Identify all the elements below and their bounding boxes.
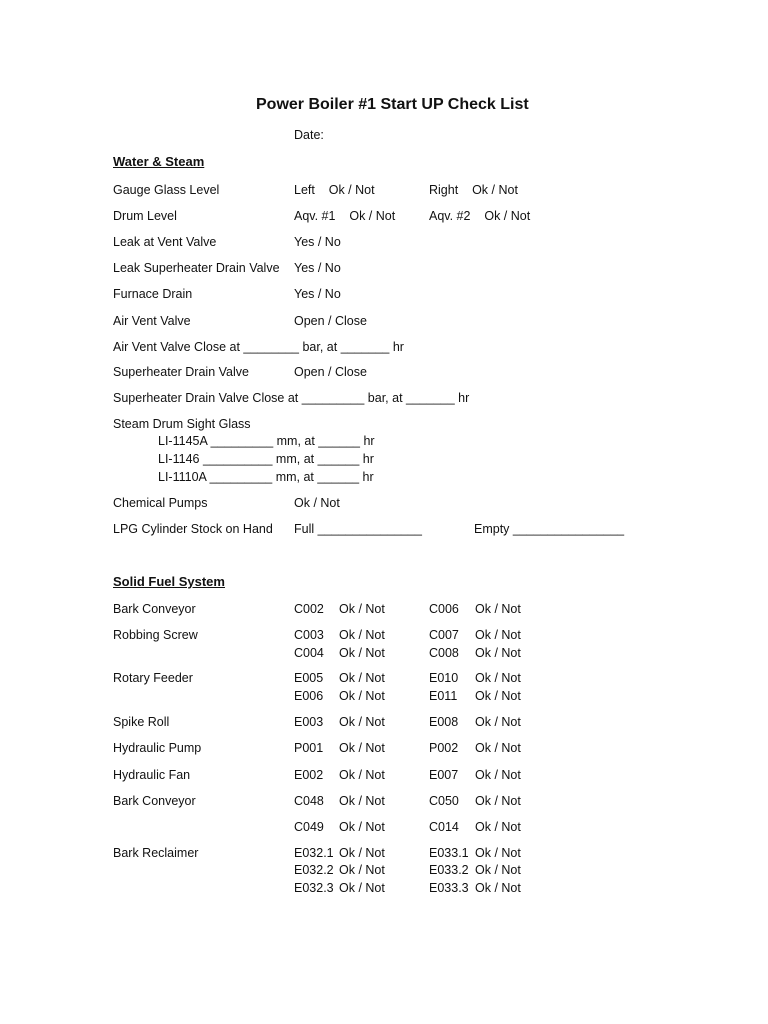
fuel-status-1: Ok / Not [339, 646, 385, 660]
fuel-status-2: Ok / Not [475, 741, 521, 755]
sight-glass-line: LI-1145A _________ mm, at ______ hr [158, 434, 375, 448]
chemical-pumps-status: Ok / Not [294, 496, 340, 510]
fuel-code-2: E010 [429, 671, 459, 685]
fuel-status-2: Ok / Not [475, 715, 521, 729]
fuel-status-2: Ok / Not [475, 820, 521, 834]
gauge-glass-left-status: Left Ok / Not [294, 183, 375, 197]
section-heading-solid-fuel: Solid Fuel System [113, 574, 225, 589]
fuel-status-1: Ok / Not [339, 628, 385, 642]
fuel-row-label: Bark Reclaimer [113, 846, 199, 860]
section-heading-water-steam: Water & Steam [113, 154, 205, 169]
row-label-lpg: LPG Cylinder Stock on Hand [113, 522, 273, 536]
drum-level-aqv2-status: Aqv. #2 Ok / Not [429, 209, 531, 223]
air-vent-close-line: Air Vent Valve Close at ________ bar, at _______ hr [113, 340, 404, 354]
row-label-leak-superheater: Leak Superheater Drain Valve [113, 261, 280, 275]
fuel-code-1: E032.3 [294, 881, 334, 895]
fuel-status-1: Ok / Not [339, 715, 385, 729]
row-label-gauge-glass: Gauge Glass Level [113, 183, 220, 197]
row-label-chemical-pumps: Chemical Pumps [113, 496, 208, 510]
fuel-code-2: C014 [429, 820, 459, 834]
fuel-status-2: Ok / Not [475, 646, 521, 660]
fuel-status-1: Ok / Not [339, 881, 385, 895]
fuel-status-1: Ok / Not [339, 741, 385, 755]
fuel-code-1: C049 [294, 820, 324, 834]
fuel-row-label: Bark Conveyor [113, 794, 196, 808]
fuel-status-2: Ok / Not [475, 689, 521, 703]
drum-level-aqv1-status: Aqv. #1 Ok / Not [294, 209, 396, 223]
fuel-code-2: E007 [429, 768, 459, 782]
fuel-code-1: E003 [294, 715, 324, 729]
date-label: Date: [294, 128, 324, 142]
row-label-furnace-drain: Furnace Drain [113, 287, 193, 301]
fuel-code-2: C006 [429, 602, 459, 616]
fuel-code-1: C003 [294, 628, 324, 642]
sight-glass-line: LI-1146 __________ mm, at ______ hr [158, 452, 374, 466]
superheater-close-line: Superheater Drain Valve Close at _________ bar, at _______ hr [113, 391, 470, 405]
fuel-code-1: C002 [294, 602, 324, 616]
fuel-row-label: Spike Roll [113, 715, 170, 729]
fuel-status-1: Ok / Not [339, 768, 385, 782]
gauge-glass-right-status: Right Ok / Not [429, 183, 518, 197]
fuel-code-2: C050 [429, 794, 459, 808]
fuel-code-1: P001 [294, 741, 324, 755]
fuel-status-1: Ok / Not [339, 602, 385, 616]
fuel-code-1: E002 [294, 768, 324, 782]
fuel-code-2: C007 [429, 628, 459, 642]
fuel-row-label: Rotary Feeder [113, 671, 193, 685]
fuel-status-2: Ok / Not [475, 671, 521, 685]
fuel-status-2: Ok / Not [475, 768, 521, 782]
fuel-status-2: Ok / Not [475, 881, 521, 895]
fuel-row-label: Hydraulic Pump [113, 741, 202, 755]
fuel-code-2: E033.1 [429, 846, 469, 860]
fuel-code-2: P002 [429, 741, 459, 755]
fuel-code-2: C008 [429, 646, 459, 660]
row-label-drum-level: Drum Level [113, 209, 177, 223]
fuel-status-2: Ok / Not [475, 628, 521, 642]
fuel-status-2: Ok / Not [475, 794, 521, 808]
row-label-superheater-drain: Superheater Drain Valve [113, 365, 249, 379]
fuel-code-2: E033.3 [429, 881, 469, 895]
air-vent-status: Open / Close [294, 314, 367, 328]
fuel-status-1: Ok / Not [339, 689, 385, 703]
fuel-code-2: E008 [429, 715, 459, 729]
fuel-row-label: Hydraulic Fan [113, 768, 191, 782]
fuel-code-1: E005 [294, 671, 324, 685]
sight-glass-line: LI-1110A _________ mm, at ______ hr [158, 470, 374, 484]
fuel-status-1: Ok / Not [339, 863, 385, 877]
fuel-status-2: Ok / Not [475, 863, 521, 877]
row-label-leak-vent: Leak at Vent Valve [113, 235, 217, 249]
fuel-row-label: Robbing Screw [113, 628, 198, 642]
row-label-sight-glass: Steam Drum Sight Glass [113, 417, 251, 431]
fuel-status-2: Ok / Not [475, 846, 521, 860]
fuel-code-2: E033.2 [429, 863, 469, 877]
fuel-code-1: E032.2 [294, 863, 334, 877]
fuel-status-1: Ok / Not [339, 671, 385, 685]
fuel-status-1: Ok / Not [339, 794, 385, 808]
fuel-code-2: E011 [429, 689, 458, 703]
superheater-drain-status: Open / Close [294, 365, 367, 379]
fuel-code-1: C048 [294, 794, 324, 808]
leak-superheater-status: Yes / No [294, 261, 341, 275]
fuel-row-label: Bark Conveyor [113, 602, 196, 616]
furnace-drain-status: Yes / No [294, 287, 341, 301]
fuel-status-2: Ok / Not [475, 602, 521, 616]
lpg-empty-field: Empty ________________ [474, 522, 625, 536]
fuel-code-1: C004 [294, 646, 324, 660]
fuel-code-1: E006 [294, 689, 324, 703]
row-label-air-vent: Air Vent Valve [113, 314, 191, 328]
fuel-status-1: Ok / Not [339, 820, 385, 834]
leak-vent-status: Yes / No [294, 235, 341, 249]
page-title: Power Boiler #1 Start UP Check List [256, 96, 529, 113]
fuel-code-1: E032.1 [294, 846, 334, 860]
fuel-status-1: Ok / Not [339, 846, 385, 860]
lpg-full-field: Full _______________ [294, 522, 422, 536]
